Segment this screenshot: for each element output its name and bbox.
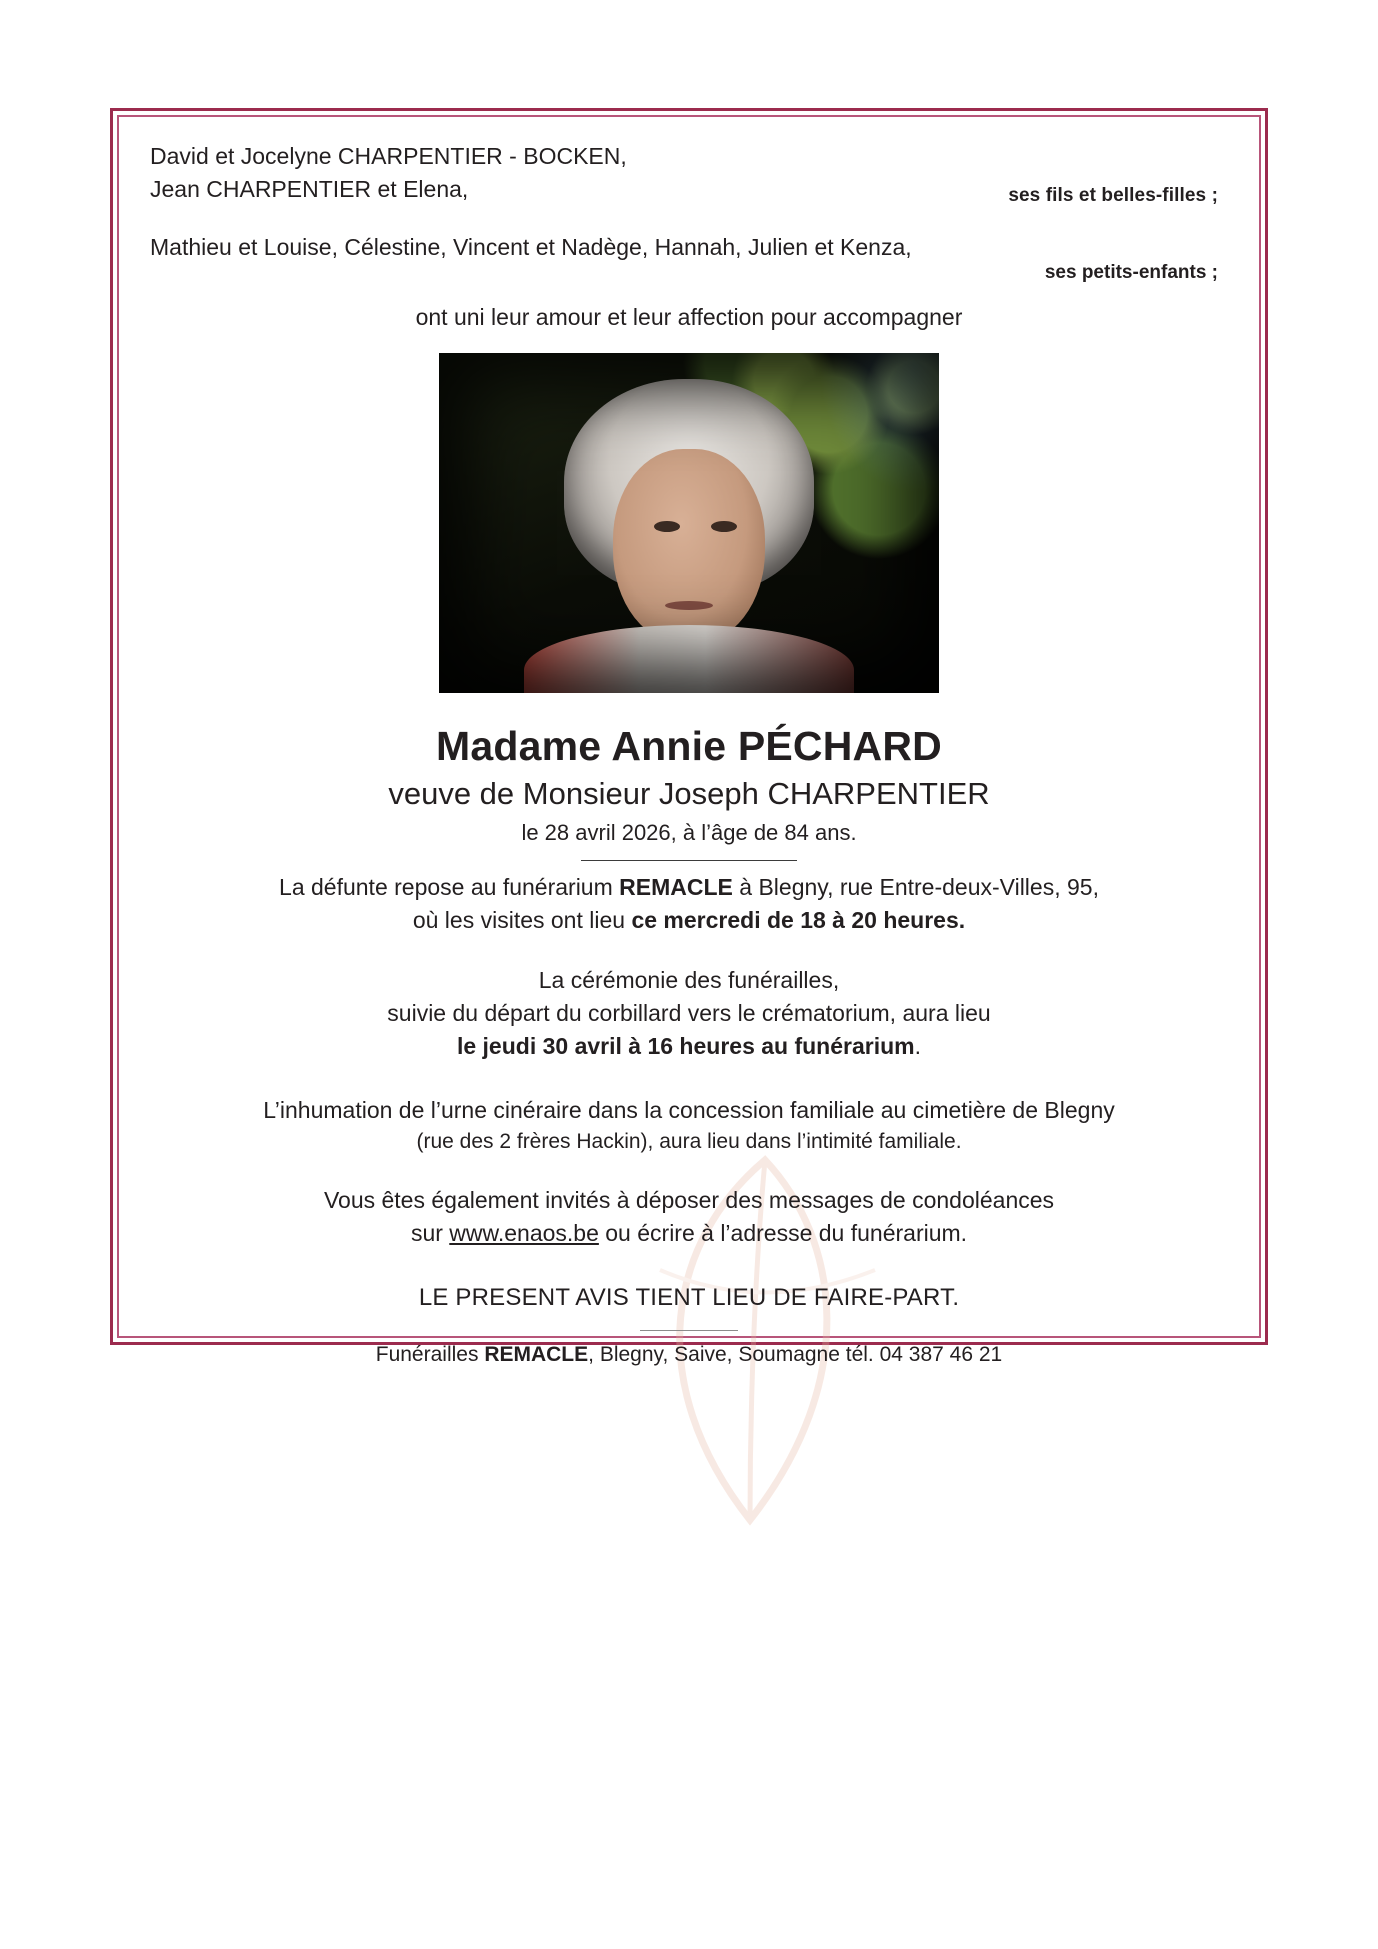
divider-rule bbox=[581, 860, 797, 861]
closing-statement: LE PRESENT AVIS TIENT LIEU DE FAIRE-PART. bbox=[418, 1284, 960, 1312]
deceased-name: Madame Annie PÉCHARD bbox=[436, 723, 942, 770]
ceremony-line-3-post: . bbox=[914, 1033, 922, 1060]
repose-paragraph bbox=[150, 871, 1228, 938]
sons-block bbox=[150, 140, 1228, 207]
repose-line-1-pre: La défunte repose au funérarium bbox=[279, 874, 620, 901]
photo-vignette bbox=[439, 353, 939, 693]
intro-line: ont uni leur amour et leur affection pour accompagner bbox=[415, 304, 963, 331]
portrait-photo-wrap bbox=[150, 353, 1228, 693]
footer-funeral-home: REMACLE bbox=[484, 1343, 589, 1367]
grandchildren-qualifier: ses petits-enfants ; bbox=[1044, 262, 1218, 284]
death-date-age: le 28 avril 2026, à l’âge de 84 ans. bbox=[521, 820, 857, 846]
sons-line-2: Jean CHARPENTIER et Elena, bbox=[150, 176, 469, 203]
visit-hours: ce mercredi de 18 à 20 heures. bbox=[631, 907, 966, 934]
condolences-website-link[interactable]: www.enaos.be bbox=[449, 1219, 599, 1246]
grandchildren-block bbox=[150, 231, 1228, 284]
ceremony-line-1: La cérémonie des funérailles, bbox=[538, 966, 840, 993]
spouse-line: veuve de Monsieur Joseph CHARPENTIER bbox=[388, 776, 990, 812]
ceremony-line-2: suivie du départ du corbillard vers le crématorium, aura lieu bbox=[387, 1000, 991, 1027]
footer-pre: Funérailles bbox=[375, 1343, 485, 1367]
condolences-line-2-post: ou écrire à l’adresse du funérarium. bbox=[598, 1219, 968, 1246]
inhumation-line-1: L’inhumation de l’urne cinéraire dans la concession familiale au cimetière de Blegny bbox=[263, 1096, 1115, 1123]
inhumation-paragraph bbox=[150, 1094, 1228, 1158]
inhumation-line-2: (rue des 2 frères Hackin), aura lieu dans l’intimité familiale. bbox=[416, 1130, 962, 1154]
repose-line-1-post: à Blegny, rue Entre-deux-Villes, 95, bbox=[732, 874, 1099, 901]
sons-line-1: David et Jocelyne CHARPENTIER - BOCKEN, bbox=[150, 143, 627, 169]
condolences-paragraph bbox=[150, 1184, 1228, 1251]
condolences-line-1: Vous êtes également invités à déposer des messages de condoléances bbox=[323, 1186, 1055, 1213]
ceremony-datetime: le jeudi 30 avril à 16 heures au funérarium bbox=[456, 1033, 915, 1060]
repose-line-2-pre: où les visites ont lieu bbox=[412, 907, 632, 934]
ceremony-paragraph bbox=[150, 964, 1228, 1064]
sons-qualifier: ses fils et belles-filles ; bbox=[1008, 184, 1218, 206]
grandchildren-line: Mathieu et Louise, Célestine, Vincent et Nadège, Hannah, Julien et Kenza, bbox=[150, 233, 912, 260]
notice-content bbox=[150, 140, 1228, 1367]
repose-funeral-home: REMACLE bbox=[619, 874, 733, 901]
funeral-home-footer bbox=[150, 1343, 1228, 1367]
portrait-photo bbox=[439, 353, 939, 693]
footer-divider bbox=[640, 1330, 738, 1331]
condolences-line-2-pre: sur bbox=[410, 1219, 450, 1246]
footer-post: , Blegny, Saive, Soumagne tél. 04 387 46 21 bbox=[588, 1343, 1003, 1367]
